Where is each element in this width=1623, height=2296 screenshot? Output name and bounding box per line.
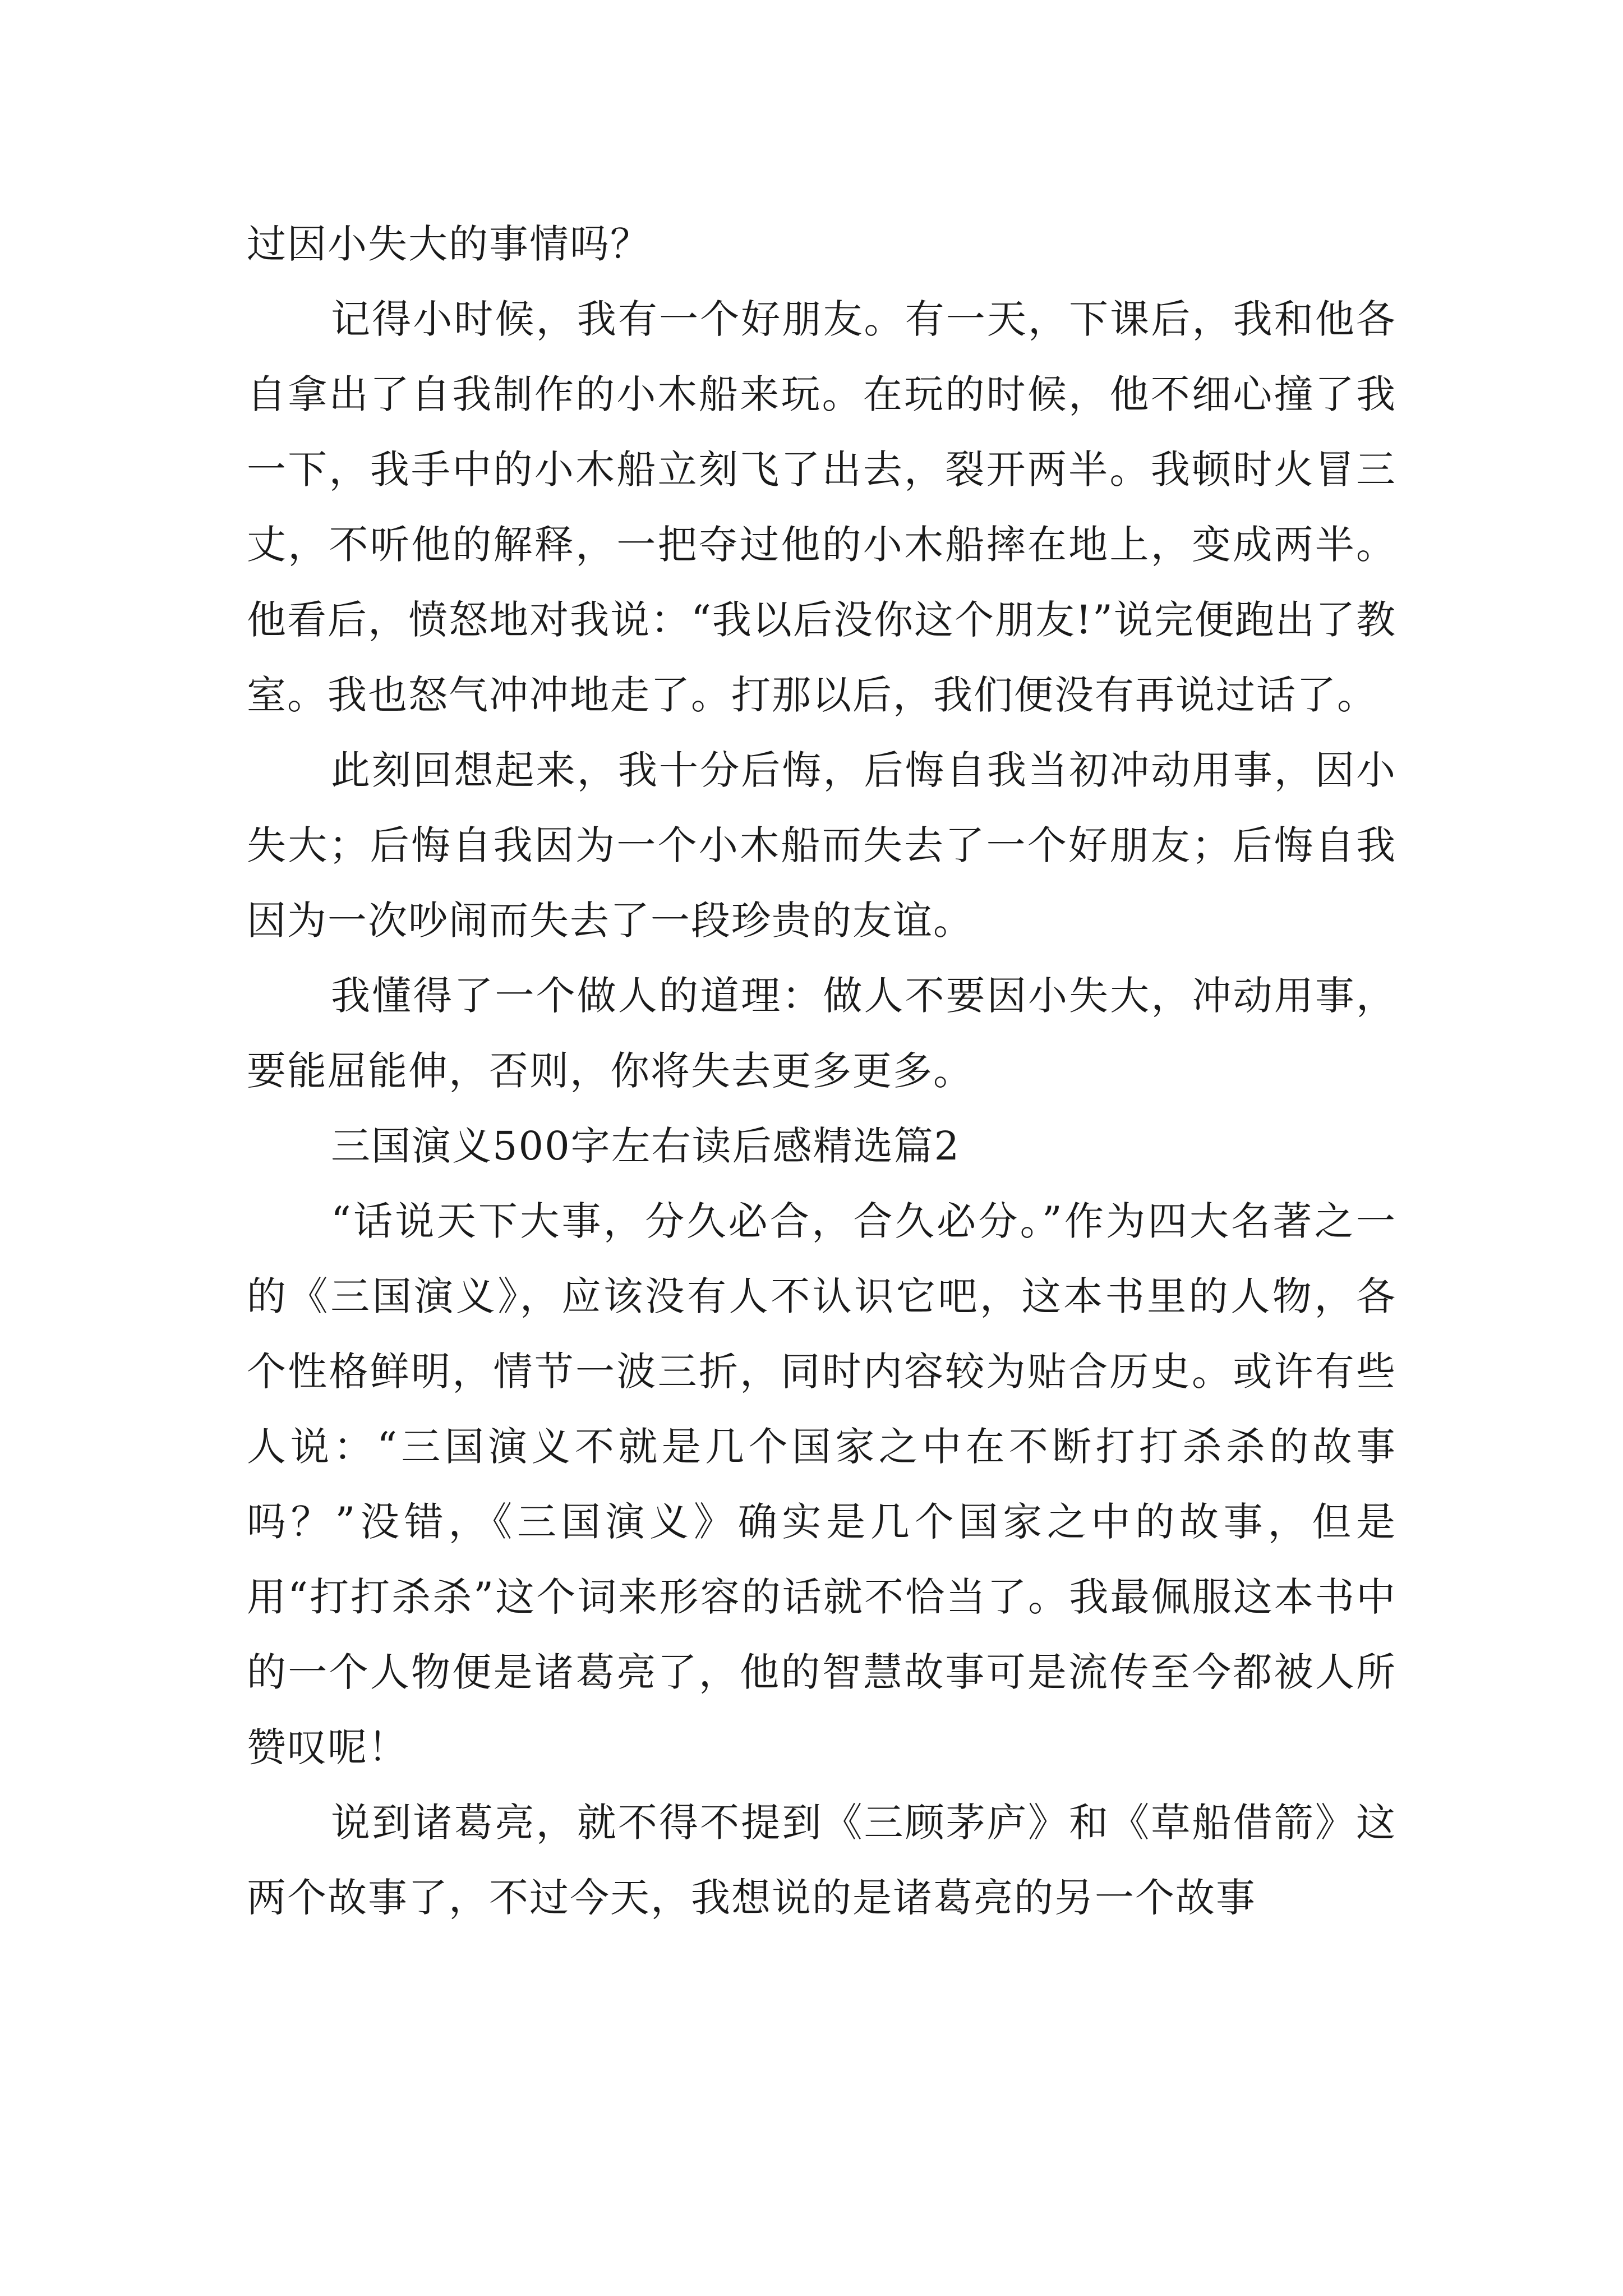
paragraph-continued: 过因小失大的事情吗？	[247, 221, 651, 267]
paragraph-zhuge-liang: 说到诸葛亮，就不得不提到《三顾茅庐》和《草船借箭》这两个故事了，不过今天，我想说的是诸葛亮的另一个故事	[247, 1800, 1396, 1921]
paragraph-three-kingdoms-intro: “话说天下大事，分久必合，合久必分。”作为四大名著之一的《三国演义》，应该没有人不认识它吧，这本书里的人物，各个性格鲜明，情节一波三折，同时内容较为贴合历史。或许有些人说：“三国演义不就是几个国家之中在不断打打杀杀的故事吗？”没错，《三国演义》确实是几个国家之中的故事，但是用“打打杀杀”这个词来形容的话就不恰当了。我最佩服这本书中的一个人物便是诸葛亮了，他的智慧故事可是流传至今都被人所赞叹呢！	[247, 1198, 1396, 1770]
paragraph-lesson: 我懂得了一个做人的道理：做人不要因小失大，冲动用事，要能屈能伸，否则，你将失去更多更多。	[247, 973, 1396, 1094]
section-heading: 三国演义500字左右读后感精选篇2	[331, 1123, 961, 1169]
paragraph-childhood-story: 记得小时候，我有一个好朋友。有一天，下课后，我和他各自拿出了自我制作的小木船来玩。在玩的时候，他不细心撞了我一下，我手中的小木船立刻飞了出去，裂开两半。我顿时火冒三丈，不听他的解释，一把夺过他的小木船摔在地上，变成两半。他看后，愤怒地对我说：“我以后没你这个朋友!”说完便跑出了教室。我也怒气冲冲地走了。打那以后，我们便没有再说过话了。	[247, 296, 1396, 718]
paragraph-regret: 此刻回想起来，我十分后悔，后悔自我当初冲动用事，因小失大；后悔自我因为一个小木船而失去了一个好朋友；后悔自我因为一次吵闹而失去了一段珍贵的友谊。	[247, 747, 1396, 944]
document-body	[247, 206, 1396, 1935]
